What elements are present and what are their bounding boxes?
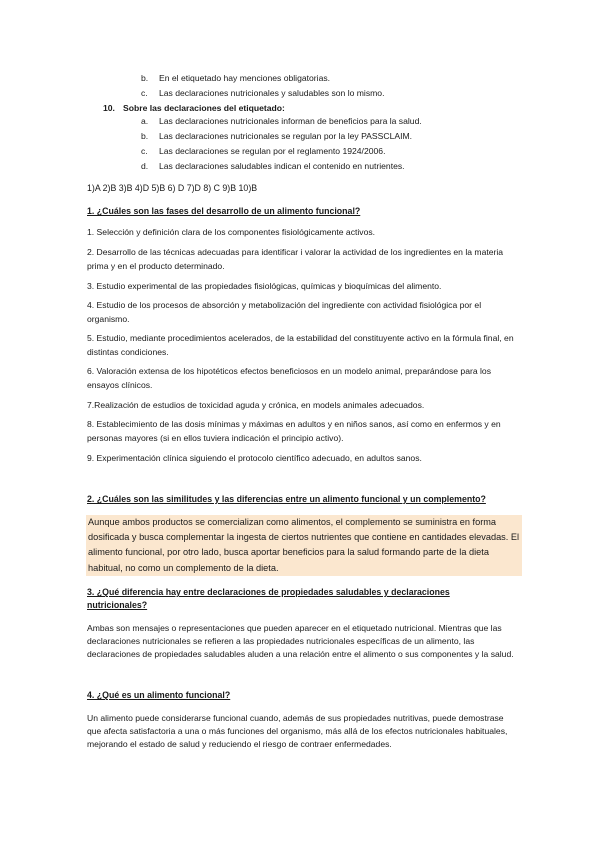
option-letter: a.	[141, 116, 149, 126]
section2-highlighted-answer: Aunque ambos productos se comercializan como alimentos, el complemento se suministra en forma dosificada y busca complementar la ingesta de ciertos nutrientes que contiene en cantidades elevadas. El alimento funcional, por otro lado, busca aportar beneficios para la salud formando parte de la dieta habitual, no como un complemento de la dieta.	[86, 515, 522, 576]
q10-text: Sobre las declaraciones del etiquetado:	[123, 103, 285, 113]
q10-title	[103, 103, 285, 113]
section1-step-4: 4. Estudio de los procesos de absorción y metabolización del ingrediente con actividad fisiológica por el organismo.	[87, 300, 482, 324]
q10-option-c	[141, 146, 385, 157]
section1-step-7: 7.Realización de estudios de toxicidad aguda y crónica, en models animales adecuados.	[87, 400, 425, 410]
option-letter: b.	[141, 131, 149, 141]
section1-step-1: 1. Selección y definición clara de los componentes fisiológicamente activos.	[87, 227, 376, 237]
option-letter: d.	[141, 161, 149, 171]
section2-heading: 2. ¿Cuáles son las similitudes y las diferencias entre un alimento funcional y un complemento?	[87, 494, 486, 504]
q10-option-b	[141, 131, 412, 142]
section1-step-6: 6. Valoración extensa de los hipotéticos efectos beneficiosos en un modelo animal, preparándose para los ensayos clínicos.	[87, 366, 491, 390]
option-text: Las declaraciones nutricionales informan de beneficios para la salud.	[159, 116, 422, 126]
q10-option-d	[141, 161, 405, 172]
section1-step-8: 8. Establecimiento de las dosis mínimas y máximas en adultos y en niños sanos, así como en enfermos y en personas mayores (si en ellos tuviera indicación el principio activo).	[87, 419, 501, 443]
section4-heading: 4. ¿Qué es un alimento funcional?	[87, 690, 231, 700]
section1-heading: 1. ¿Cuáles son las fases del desarrollo de un alimento funcional?	[87, 206, 361, 216]
option-letter: b.	[141, 73, 149, 83]
section1-step-5: 5. Estudio, mediante procedimientos acelerados, de la estabilidad del constituyente activo en la fórmula final, en distintas condiciones.	[87, 333, 514, 357]
option-letter: c.	[141, 88, 148, 98]
option-text: Las declaraciones nutricionales se regulan por la ley PASSCLAIM.	[159, 131, 413, 141]
section3-heading: 3. ¿Qué diferencia hay entre declaraciones de propiedades saludables y declaraciones nutricionales?	[87, 587, 450, 610]
q10-option-a	[141, 116, 422, 127]
option-text: Las declaraciones se regulan por el reglamento 1924/2006.	[159, 146, 386, 156]
section1-step-9: 9. Experimentación clínica siguiendo el protocolo científico adecuado, en adultos sanos.	[87, 453, 422, 463]
section1-step-3: 3. Estudio experimental de las propiedades fisiológicas, químicas y bioquímicas del alimento.	[87, 281, 442, 291]
q9-option-c	[141, 88, 384, 99]
section3-answer: Ambas son mensajes o representaciones que pueden aparecer en el etiquetado nutricional. Mientras que las declaraciones nutricionales se refieren a las propiedades nutricionales específicas de un alimento, las declaraciones de propiedades saludables aluden a una relación entre el alimento o sus componentes y la salud.	[87, 623, 514, 660]
section4-answer: Un alimento puede considerarse funcional cuando, además de sus propiedades nutritivas, puede demostrase que afecta satisfactoria a una o más funciones del organismo, más allá de los efectos nutricionales habituales, mejorando el estado de salud y reduciendo el riesgo de contraer enfermedades.	[87, 713, 508, 750]
q9-option-b	[141, 73, 330, 84]
answer-key: 1)A 2)B 3)B 4)D 5)B 6) D 7)D 8) C 9)B 10)B	[87, 183, 258, 193]
option-text: En el etiquetado hay menciones obligatorias.	[159, 73, 331, 83]
option-letter: c.	[141, 146, 148, 156]
q10-number: 10.	[103, 103, 115, 113]
option-text: Las declaraciones nutricionales y saludables son lo mismo.	[159, 88, 385, 98]
option-text: Las declaraciones saludables indican el contenido en nutrientes.	[159, 161, 405, 171]
section1-step-2: 2. Desarrollo de las técnicas adecuadas para identificar i valorar la actividad de los ingredientes en la materia prima y en el producto determinado.	[87, 247, 504, 271]
